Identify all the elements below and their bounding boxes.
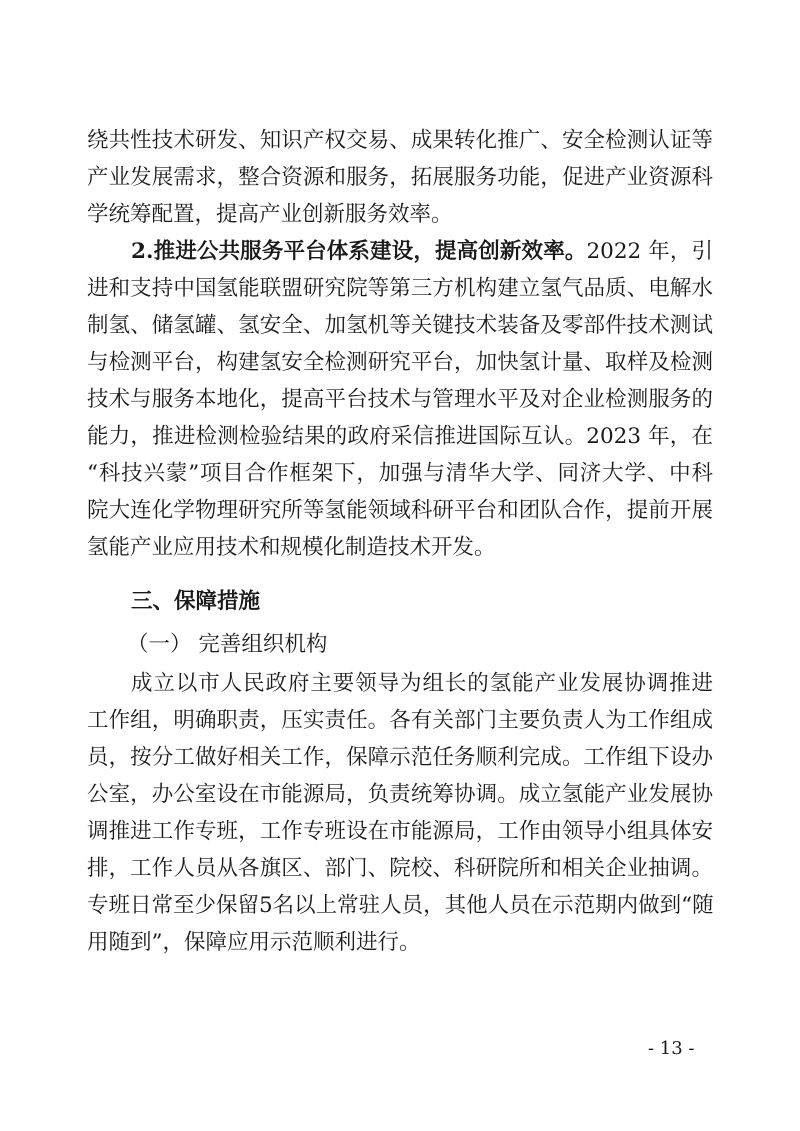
paragraph-line: 成立以市人民政府主要领导为组长的氢能产业发展协调推进 (131, 671, 713, 696)
item-heading: 2.推进公共服务平台体系建设，提高创新效率。 (131, 239, 587, 264)
paragraph-line: 公室，办公室设在市能源局，负责统筹协调。成立氢能产业发展协 (87, 782, 713, 807)
page-number: - 13 - (648, 1038, 695, 1059)
paragraph-line: 与检测平台，构建氢安全检测研究平台，加快氢计量、取样及检测 (87, 350, 713, 375)
paragraph-line: 工作组，明确职责，压实责任。各有关部门主要负责人为工作组成 (87, 708, 713, 733)
paragraph-line: 员，按分工做好相关工作，保障示范任务顺利完成。工作组下设办 (87, 745, 713, 770)
subsection-heading: （一） 完善组织机构 (127, 632, 328, 657)
paragraph-line: 制氢、储氢罐、氢安全、加氢机等关键技术装备及零部件技术测试 (87, 313, 713, 338)
paragraph-line: 产业发展需求，整合资源和服务，拓展服务功能，促进产业资源科 (87, 165, 713, 190)
section-heading: 三、保障措施 (131, 589, 261, 614)
paragraph-line: 学统筹配置，提高产业创新服务效率。 (87, 202, 453, 227)
paragraph-line: 技术与服务本地化，提高平台技术与管理水平及对企业检测服务的 (87, 387, 713, 412)
paragraph-line: “科技兴蒙”项目合作框架下，加强与清华大学、同济大学、中科 (87, 461, 713, 486)
paragraph-line: 能力，推进检测检验结果的政府采信推进国际互认。2023 年，在 (87, 424, 713, 449)
paragraph-line: 排，工作人员从各旗区、部门、院校、科研院所和相关企业抽调。 (87, 856, 713, 881)
paragraph-line: 绕共性技术研发、知识产权交易、成果转化推广、安全检测认证等 (87, 128, 713, 153)
document-body (87, 122, 713, 961)
paragraph-line: 进和支持中国氢能联盟研究院等第三方机构建立氢气品质、电解水 (87, 276, 713, 301)
paragraph-line: 院大连化学物理研究所等氢能领域科研平台和团队合作，提前开展 (87, 498, 713, 523)
paragraph-line (87, 233, 713, 270)
paragraph-line: 氢能产业应用技术和规模化制造技术开发。 (87, 535, 496, 560)
paragraph-line: 专班日常至少保留5名以上常驻人员，其他人员在示范期内做到“随 (87, 893, 714, 918)
paragraph-line: 用随到”，保障应用示范顺利进行。 (87, 930, 421, 955)
item-text: 2022 年，引 (586, 239, 713, 264)
paragraph-line: 调推进工作专班，工作专班设在市能源局，工作由领导小组具体安 (87, 819, 713, 844)
